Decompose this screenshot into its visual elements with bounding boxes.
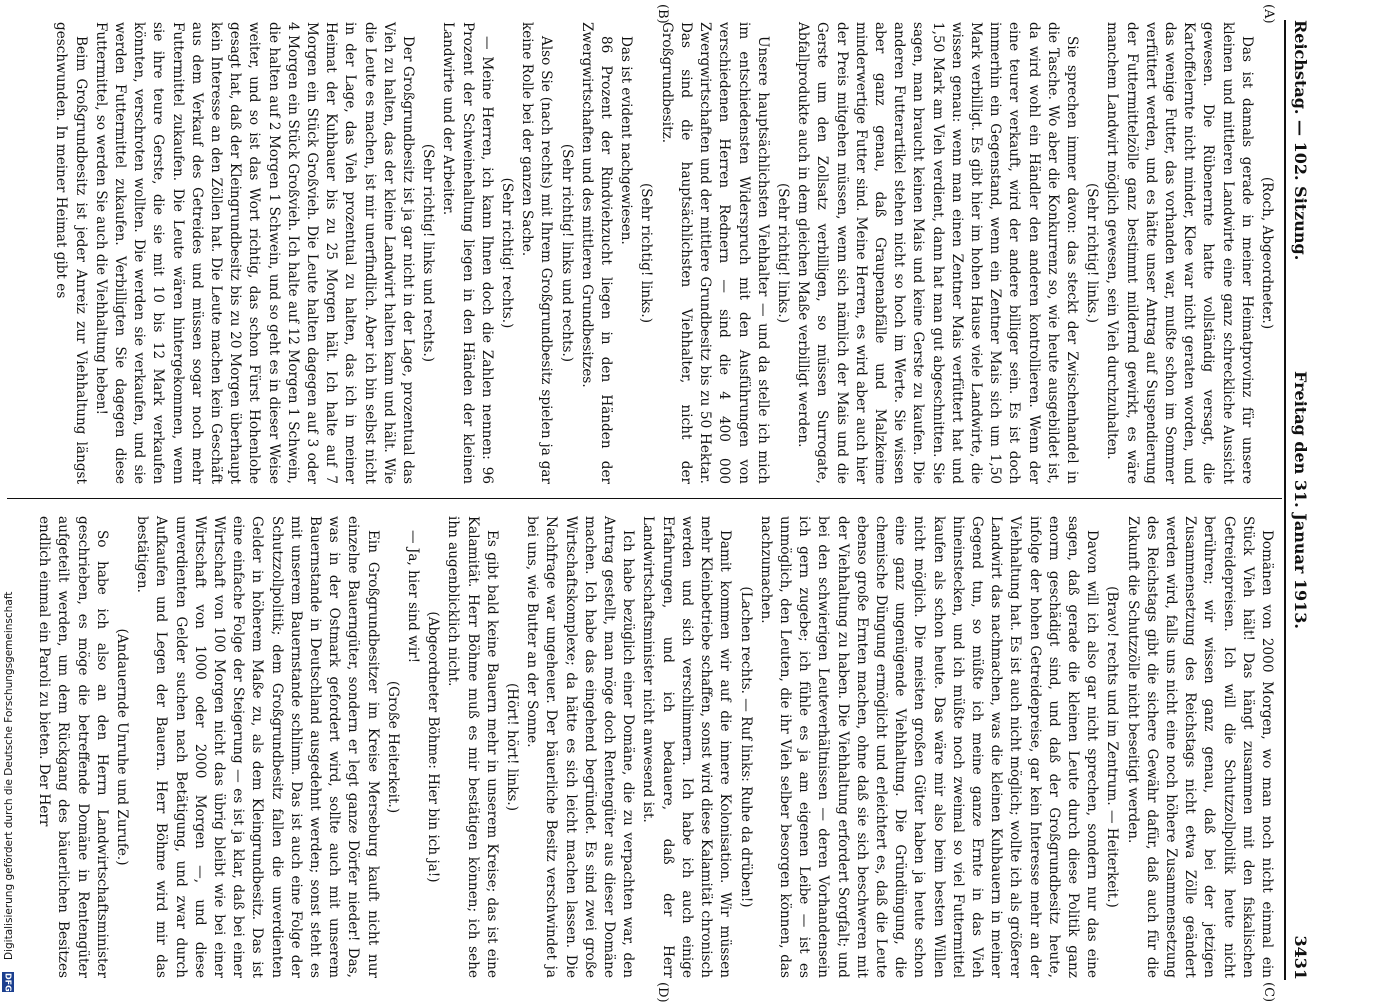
paragraph: (Sehr richtig! links.): [774, 182, 791, 324]
left-text-column: [50, 22, 1276, 484]
paragraph: Damit kommen wir auf die innere Kolonisation. Wir müssen mehr Kleinbetriebe schaffen, sonst wird diese Kalamität chronisch werden und sich verschlimmern. Ich habe ich auch einige Erfahrungen, und ich bedauere, daß der Herr Landwirtschaftsminister nicht anwesend ist.: [640, 516, 734, 978]
page-number: 3431: [1291, 935, 1310, 980]
margin-mark-d: (D): [655, 982, 670, 1003]
header-left: Reichstag. — 102. Sitzung.: [1291, 20, 1310, 261]
credit-text: Digitalisierung gefördert durch die Deutsche Forschungsgemeinschaft: [3, 591, 15, 960]
paragraph: Beim Großgrundbesitz ist jeder Anreiz zur Viehhaltung längst geschwunden. In meiner Heimat gibt es: [53, 22, 89, 484]
paragraph: — Meine Herren, ich kann Ihnen doch die Zahlen nennen: 96 Prozent der Schweinehaltung liegen in den Händen der kleinen Landwirte und der Arbeiter.: [440, 22, 495, 484]
paragraph: (Große Heiterkeit.): [384, 680, 401, 814]
paragraph: — Ja, hier sind wir!: [405, 530, 422, 664]
dfg-logo: DFG: [3, 972, 13, 992]
paragraph: (Lachen rechts. — Ruf links: Ruhe da drüben!): [737, 586, 754, 908]
paragraph: Also Sie (nach rechts) mit Ihrem Großgrundbesitz spielen ja gar keine Rolle bei der ganzen Sache.: [519, 22, 555, 484]
margin-mark-b: (B): [655, 4, 670, 24]
right-text-column: [33, 516, 1276, 978]
paragraph: (Sehr richtig! links.): [1084, 182, 1101, 324]
digitization-credit: [1, 0, 17, 1000]
margin-mark-c: (C): [1261, 982, 1276, 1003]
paragraph: Das ist damals gerade in meiner Heimatprovinz für unsere kleinen und mittleren Landwirte eine ganz schreckliche Aussicht gewesen. Die Rübenernte hatte vollständig versagt, die Kartoffelernte nicht minder, Klee war nicht geraten worden, und das wenige Futter, das vorhanden war, mußte schon im Sommer verfüttert werden, und es hätte unser Antrag auf Suspendierung der Futtermittelzölle ganz bestimmt mildernd gewirkt, es wäre manchem Landwirt möglich gewesen, sein Vieh durchzuhalten.: [1104, 22, 1255, 484]
paragraph: So habe ich also an den Herrn Landwirtschaftsminister geschrieben, es möge die betreffende Domäne in Rentengüter aufgeteilt werden, um dem Rückgang des bäuerlichen Besitzes endlich einmal ein Paroli zu bieten. Der Herr: [36, 516, 110, 978]
paragraph: Unsere hauptsächlichsten Viehhalter — und da stelle ich mich im entschiedensten Widerspruch mit den Ausführungen von verschiedenen Herren Rednern — sind die 4 400 000 Zwergwirtschaften und der mittlere Grundbesitz bis zu 50 Hektar. Das sind die hauptsächlichsten Viehhalter, nicht der Großgrundbesitz.: [658, 22, 771, 484]
paragraph: Sie sprechen immer davon: das steckt der Zwischenhandel in die Tasche. Wo aber die Konkurrenz so, wie heute ausgebildet ist, da wird wohl ein Händler den anderen kontrollieren. Wenn der eine teurer verkauft, wird der andere billiger sein. Es ist doch immerhin ein Gegenstand, wenn ein Zentner Mais sich um 1,50 Mark verbilligt. Es gibt hier im hohen Hause viele Landwirte, die wissen genau: wenn man einen Zentner Mais verfüttert hat und 1,50 Mark am Vieh verdient, dann hat man gut abgeschnitten. Sie sagen, man braucht keinen Mais und keine Gerste zu kaufen. Die anderen Futterartikel stehen nicht so hoch im Werte. Sie wissen aber ganz genau, daß Graupenabfälle und Malzkeime minderwertige Futter sind. Meine Herren, es wird aber auch hier der Preis mitgehen müssen, wenn sich nämlich der Mais und die Gerste um den Zollsatz verbilligen, so müssen Surrogate, Abfallprodukte auch in dem gleichen Maße verbilligt werden.: [795, 22, 1080, 484]
header-rule: [1284, 20, 1286, 980]
paragraph: (Bravo! rechts und im Zentrum. — Heiterkeit.): [1104, 586, 1121, 908]
paragraph: (Sehr richtig! links und rechts.): [558, 143, 575, 363]
paragraph: Davon will ich also gar nicht sprechen, sondern nur das eine sagen, daß gerade die kleinen Leute durch diese Politik ganz enorm geschädigt sind, und daß der Großgrundbesitz heute, infolge der hohen Getreidepreise, gar kein Interesse mehr an der Viehhaltung hat. Es ist auch nicht möglich; wollte ich als größerer Landwirt das nachmachen, was die kleinen Kuhbauern in meiner Gegend tun, so müßte ich meine ganze Ernte in das Vieh hineinstecken, und ich müßte noch zweimal so viel Futtermittel kaufen als schon heute. Das wäre mir also beim besten Willen nicht möglich. Die meisten großen Güter haben ja heute schon eine ganz ungenügende Viehhaltung. Die Gründüngung, die chemische Düngung ermöglicht und erleichtert es, daß die Leute ebenso große Ernten machen, ohne daß sie sich beschweren mit der Viehhaltung zu haben. Die Viehhaltung erfordert Sorgfalt; und bei den schwierigen Leuteverhältnissen — deren Vorhandensein ich gern zugebe; ich fühle es ja am eigenen Leibe — ist es unmöglich, den Leuten, die ihr Vieh selber besorgen können, das nachzumachen.: [757, 516, 1101, 978]
paragraph: Das ist evident nachgewiesen.: [618, 36, 635, 245]
paragraph: (Sehr richtig! links.): [638, 182, 655, 324]
paragraph: Ich habe bezüglich einer Domäne, die zu verpachten war, den Antrag gestellt, man möge doch Rentengüter aus dieser Domäne machen. Ich habe das eingehend begründet. Es sind zwei große Wirtschaftskomplexe; da hätte es sich leicht machen lassen. Die Nachfrage war ungeheuer. Der bäuerliche Besitz verschwindet ja bei uns, wie Butter an der Sonne.: [524, 516, 637, 978]
paragraph: (Sehr richtig! rechts.): [499, 177, 516, 329]
paragraph: Ein Großgrundbesitzer im Kreise Merseburg kauft nicht nur einzelne Bauerngüter, sondern er legt ganze Dörfer nieder! Das, was in der Ostmark gefordert wird, sollte auch mit unserem Bauernstande in Deutschland ausgedehnt werden; sonst steht es mit unserem Bauernstande schlimm. Das ist auch eine Folge der Schutzzollpolitik; dem Großgrundbesitz fallen die unverdienten Gelder in höherem Maße zu, als dem Kleingrundbesitz. Das ist eine einfache Folge der Steigerung — es ist ja klar, daß bei einer Wirtschaft von 100 Morgen nicht das übrig bleibt wie bei einer Wirtschaft von 1000 oder 2000 Morgen —, und diese unverdienten Gelder suchen nach Betätigung, und zwar durch Aufkaufen und Legen der Bauern. Herr Böhme wird mir das bestätigen.: [134, 516, 381, 978]
paragraph: Der Großgrundbesitz ist ja gar nicht in der Lage, prozentual das Vieh zu halten, das der kleine Landwirt halten kann und hält. Wie die Leute es machen, ist mir unerfindlich. Aber ich bin selbst nicht in der Lage, das Vieh prozentual zu halten, das ich in meiner Heimat der Kuhbauer bis zu 25 Morgen hält. Ich halte auf 7 Morgen ein Stück Großvieh. Die Leute halten dagegen auf 3 oder 4 Morgen ein Stück Großvieh. Ich halte auf 12 Morgen 1 Schwein, die halten auf 2 Morgen 1 Schwein, und so geht es in dieser Weise weiter, und so ist das Wort richtig, das schon Fürst Hohenlohe gesagt hat, daß der Kleingrundbesitz bis zu 20 Morgen überhaupt kein Interesse an den Zöllen hat. Die Leute machen kein Geschäft aus dem Verkauf des Getreides und müssen sogar noch mehr Futtermittel zukaufen. Die Leute wären hintergekommen, wenn sie ihre teure Gerste, die sie mit 10 bis 12 Mark verkaufen könnten, verschroten wollten. Die werden sie verkaufen, und sie werden Futtermittel zukaufen. Verbilligten Sie dagegen diese Futtermittel, so werden Sie auch die Viehhaltung heben!: [92, 22, 417, 484]
column-divider: [7, 498, 1282, 499]
paragraph: Domänen von 2000 Morgen, wo man noch nicht einmal ein Stück Vieh hält! Das hängt zusammen mit den fiskalischen Getreidepreisen. Ich will die Schutzzollpolitik heute nicht berühren; wir wissen ganz genau, daß bei der jetzigen Zusammensetzung des Reichstags nicht etwa Zölle geändert werden wird, falls uns nicht eine noch höhere Zusammensetzung des Reichstags gibt die sichere Gewähr dafür, daß auch für die Zukunft die Schutzzölle nicht beseitigt werden.: [1124, 516, 1275, 978]
paragraph: (Hört! hört! links.): [504, 682, 521, 812]
paragraph: (Roch, Abgeordneter.): [1259, 176, 1275, 330]
paragraph: Es gibt bald keine Bauern mehr in unserem Kreise; das ist eine Kalamität. Herr Böhme muß es mir bestätigen können; ich sehe ihn augenblicklich nicht.: [445, 516, 500, 978]
paragraph: (Andauernde Unruhe und Zurufe.): [114, 628, 131, 866]
paragraph: (Sehr richtig! links und rechts.): [420, 143, 437, 363]
paragraph: 86 Prozent der Rindviehzucht liegen in den Händen der Zwergwirtschaften und des mittleren Grundbesitzes.: [578, 22, 615, 484]
paragraph: (Abgeordneter Böhme: Hier bin ich ja!): [425, 611, 442, 883]
margin-mark-a: (A): [1261, 4, 1276, 24]
header-center: Freitag den 31. Januar 1913.: [1291, 371, 1310, 629]
